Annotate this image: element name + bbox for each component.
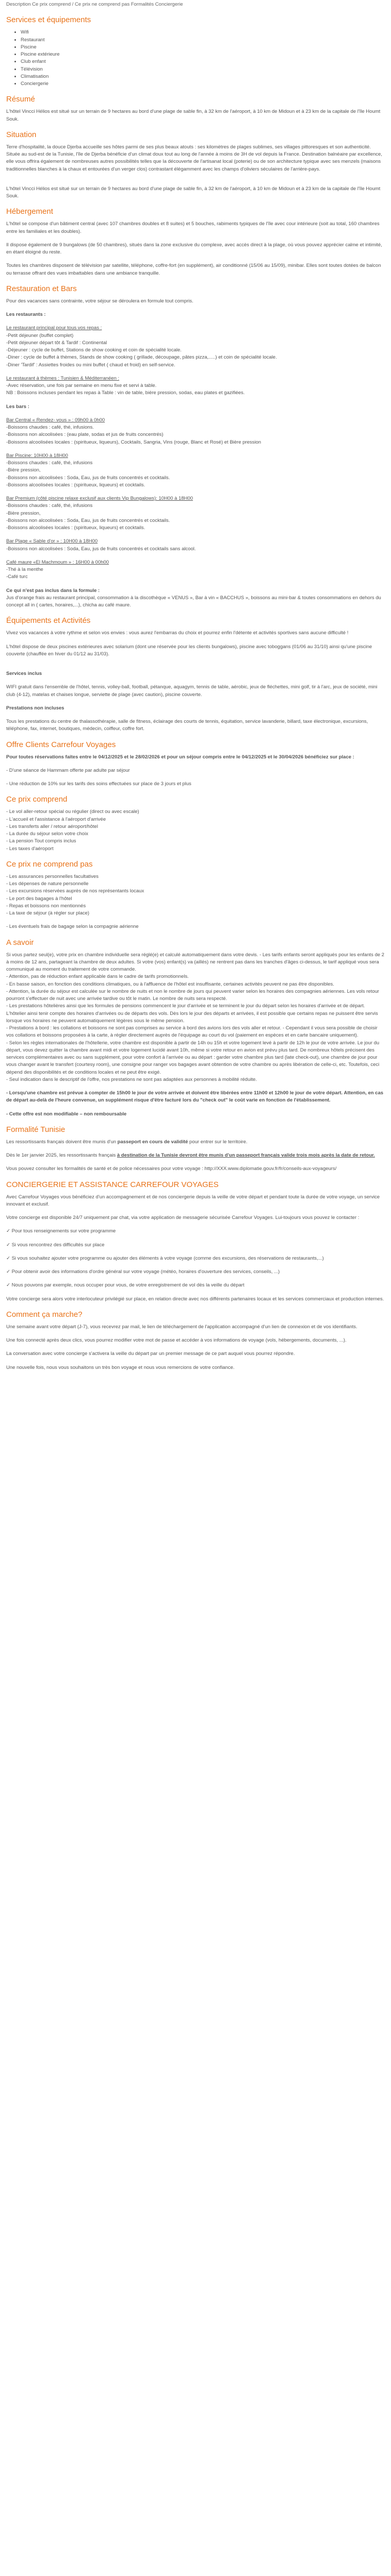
equipements-pools: L'hôtel dispose de deux piscines extérieures avec solarium (dont une réservée pour les clients bungalows), piscine avec toboggans (01/06 au 31/10) ainsi qu'une piscine couverte (chauffée en hiver du 01/12 au 31/03). [6, 643, 372, 657]
conciergerie-bullet: ✓ Si vous rencontrez des difficultés sur place [6, 1242, 105, 1248]
bar-piscine-line: -Boissons non alcoolisées : Soda, Eau, jus de fruits concentrés et cocktails. [6, 474, 170, 481]
comprend-line: - L'accueil et l'assistance à l'aéroport d'arrivée [6, 816, 106, 822]
savoir-bold: - Cette offre est non modifiable – non remboursable [6, 1111, 127, 1117]
savoir-paragraph: - Prestations à bord : les collations et boissons ne sont pas comprises au service à bord des avions lors des vols aller et retour. - Cependant il vous sera possible de choisir vos collations et boissons proposées à la carte, à régler directement auprès de l'équipage au court du vol (paiement en espèces et en carte bancaire uniquement). [6, 1025, 378, 1039]
formalite-emphasis: à destination de la Tunisie devront être munis d'un passeport français valide trois mois après la date de retour. [117, 1153, 375, 1158]
theme-restaurant-line: NB : Boissons incluses pendant les repas à Table : vin de table, bière pression, sodas, eau plates et gazifiées. [6, 390, 245, 396]
ne-comprend-line: - Les dépenses de nature personnelle [6, 881, 89, 887]
bar-piscine-block [6, 452, 385, 489]
savoir-paragraph: - En basse saison, en fonction des conditions climatiques, ou à l'affluence de l'hôtel est insuffisante, certaines activités peuvent ne pas être disponibles. [6, 981, 334, 987]
savoir-paragraph: - Selon les règles internationales de l'hôtellerie, votre chambre est disponible à partir de 14h ou 15h et votre logement levé à partir de 12h le jour de votre arrivée. Le jour du départ, vous devez quitter la chambre avant midi et votre logement lucidé avant 10h, même si votre retour en avion est prévu plus tard. De nombreux hôtels précisent des services complémentaires avec ou sans supplément, pour votre confort à l'arrivée ou au départ : garder votre chambre plus tard (late check-out), une chambre de jour pour vous changer avant le transfert (courtesy room), une consigne pour ranger vos bagages avant obtention de votre chambre ou après libération de celle-ci, etc. Toutefois, ceci dépend des disponibilités et de conditions locales et ne peut être exigé. [6, 1040, 380, 1075]
main-restaurant-block [6, 325, 385, 369]
offres-section [6, 740, 385, 788]
bar-premium-line: -Boissons chaudes : café, thé, infusions [6, 503, 93, 509]
main-restaurant-line: -Diner 'Tardif' : Assiettes froides ou mini buffet ( chaud et froid) en self-service. [6, 362, 175, 368]
theme-restaurant-line: -Avec réservation, une fois par semaine en menu fixe et servi à table. [6, 383, 157, 388]
bar-piscine-title: Bar Piscine: 10H00 à 18H00 [6, 452, 68, 459]
situation-section [6, 130, 385, 200]
savoir-bold: - Lorsqu'une chambre est prévue à compter de 15h00 le jour de votre arrivée et doivent être libérées entre 11h00 et 12h00 le jour de votre départ. Attention, en cas de départ au-delà de l'heure convenue, un supplément risque d'être facturé lors du "check out" le coût varie en fonction de l'établissement. [6, 1090, 384, 1104]
hebergement-section [6, 207, 385, 277]
main-restaurant-title: Le restaurant principal pour tous vos repas : [6, 325, 102, 331]
bars-label: Les bars : [6, 403, 29, 410]
not-included-block [6, 587, 385, 609]
offres-title: Offre Clients Carrefour Voyages [6, 740, 116, 749]
comment-section [6, 1310, 385, 1371]
formalite-emphasis: passeport en cours de validité [117, 1139, 188, 1145]
comprend-line: - La pension Tout compris inclus [6, 838, 76, 844]
bar-premium-title: Bar Premium (côté piscine relaxe exclusif aux clients Vip Bungalows): 10H00 à 18H00 [6, 496, 193, 501]
ne-comprend-title: Ce prix ne comprend pas [6, 859, 93, 869]
equipements-title: Équipements et Activités [6, 616, 91, 625]
formalite-paragraph [6, 1139, 385, 1146]
cafe-maure-block [6, 559, 385, 581]
cafe-maure-title: Café maure «El Machmoum » : 16H00 à 00h00 [6, 559, 109, 565]
formalite-text: pour entrer sur le territoire. [188, 1139, 248, 1145]
ne-comprend-line: - Repas et boissons non mentionnés [6, 903, 86, 909]
cafe-maure-line: -Café turc [6, 574, 28, 580]
main-restaurant-line: -Petit déjeuner (buffet complet) [6, 332, 74, 338]
equipements-section [6, 616, 385, 733]
comment-paragraph: Une semaine avant votre départ (J-7), vous recevrez par mail, le lien de téléchargement de l'application accompagné d'un lien de connexion et de vos identifiants. [6, 1324, 357, 1330]
services-item: • Restaurant [21, 37, 385, 44]
ne-comprend-line: - Le port des bagages à l'hôtel [6, 895, 72, 902]
prestations-text: Tous les prestations du centre de thalassothérapie, salle de fitness, éclairage des courts de tennis, équitation, service lavanderie, billard, taxe électronique, excursions, téléphone, fax, internet, boutiques, médecin, coiffeur, coffre fort. [6, 719, 368, 732]
bar-premium-line: -Boissons non alcoolisées : Soda, Eau, jus de fruits concentrés et cocktails. [6, 517, 170, 523]
services-title: Services et équipements [6, 15, 91, 25]
bar-central-line: -Boissons chaudes : café, thé, infusions. [6, 425, 94, 430]
bar-premium-line: -Boissons alcoolisées locales : (spiritueux, liqueurs) et cocktails. [6, 525, 145, 531]
hebergement-title: Hébergement [6, 207, 53, 216]
savoir-paragraph: - Attention, la durée du séjour est calculée sur le nombre de nuits et non le nombre de jours qui peuvent varier selon les horaires des compagnies aériennes. Les vols retour pourront s'effectuer de nuit avec une arrivée tardive ou tôt le matin. Le nombre de nuits sera respecté. [6, 988, 379, 1002]
services-item: • Club enfant [21, 58, 385, 65]
restauration-intro: Pour des vacances sans contrainte, votre séjour se déroulera en formule tout compris. [6, 298, 193, 304]
conciergerie-bullet: ✓ Nous pouvons par exemple, nous occuper pour vous, de votre enregistrement de vol dès la veille du départ [6, 1282, 245, 1289]
conciergerie-paragraph: Avec Carrefour Voyages vous bénéficiez d'un accompagnement et de nos conciergerie depuis la veille de votre départ et pendant toute la durée de votre voyage, un service innovant et exclusif. [6, 1194, 380, 1207]
formalite-text: Dès le 1er janvier 2025, les ressortissants français [6, 1153, 117, 1158]
conciergerie-paragraph: Votre concierge sera alors votre interlocuteur privilégié sur place, en relation directe avec nos différents partenaires locaux et les services commerciaux et production internes. [6, 1296, 384, 1302]
conciergerie-bullet: ✓ Si vous souhaitez ajouter votre programme ou ajouter des éléments à votre voyage (comme des excursions, des réservations de restaurants,...) [6, 1255, 324, 1261]
formalite-section [6, 1125, 385, 1173]
formalite-text: Les ressortissants français doivent être munis d'un [6, 1139, 118, 1145]
hebergement-paragraph: Il dispose également de 9 bungalows (de 50 chambres), situés dans la zone exclusive du complexe, avec accès direct à la plage, où vous pouvez apprécier calme et intimité, en étant éloigné du reste. [6, 242, 382, 255]
situation-paragraph: Terre d'hospitalité, la douce Djerba accueille ses hôtes parmi de ses plus beaux atouts : ses kilomètres de plages sublimes, ses villages pittoresques et son authenticité. Située au sud-est de la Tunisie, l'île de Djerba bénéficie d'un climat doux tout au long de l'année à moins de 3H de vol depuis la France. Destination balnéaire par excellence, elle vous offrira également de nombreuses autres possibilités telles que la découverte de l'artisanat local (poterie) ou de son architecture typique avec ses menzels (maisons traditionnelles blanches à la chaux et entourées d'un verger clos) contrastant élégamment avec les champs d'oliviers séculaires de l'arrière-pays. [6, 144, 382, 172]
offres-line: - D'une séance de Hammam offerte par adulte par séjour [6, 767, 130, 773]
prestations-label: Prestations non incluses [6, 705, 64, 711]
services-item: • Piscine extérieure [21, 51, 385, 58]
comprend-section [6, 795, 385, 853]
not-included-title: Ce qui n'est pas inclus dans la formule : [6, 587, 100, 594]
theme-restaurant-title: Le restaurant à thèmes : Tunisien & Méditerranéen : [6, 375, 120, 381]
savoir-paragraph: - Attention, pas de réduction enfant applicable dans le cadre de tarifs promotionnels. [6, 974, 189, 980]
restauration-title: Restauration et Bars [6, 284, 77, 293]
bar-plage-title: Bar Plage « Sable d'or » : 10H00 à 18H00 [6, 538, 98, 545]
equipements-intro: Vivez vos vacances à votre rythme et selon vos envies : vous aurez l'embarras du choix et pourrez enfin l'détente et activités sportives sans aucune difficulté ! [6, 630, 349, 636]
ne-comprend-line: - Les excursions réservées auprès de nos représentants locaux [6, 888, 144, 894]
services-item: • Conciergerie [21, 80, 385, 88]
savoir-paragraph: - Les prestations hôtelières ainsi que les formules de pensions commencent le jour d'arrivée et se terminent le jour du départ selon les horaires d'arrivée et de départ. L'hôtelier ainsi tenir compte des horaires d'arrivées ou de départs des vols. Dès lors le jour des départs et arrivées, il est possible que certains repas ne puissent être servis lorsque vos horaires ne peuvent automatiquement légères sous le même pension. [6, 1003, 378, 1024]
conciergerie-title: CONCIERGERIE ET ASSISTANCE CARREFOUR VOYAGES [6, 1180, 219, 1189]
conciergerie-section [6, 1180, 385, 1303]
resume-section [6, 95, 385, 123]
ne-comprend-section [6, 860, 385, 931]
offres-bold: Pour toutes réservations faites entre le 04/12/2025 et le 28/02/2026 et pour un séjour compris entre le 04/12/2025 et le 30/04/2026 bénéficiez sur place : [6, 754, 354, 760]
conciergerie-bullet: ✓ Pour tous renseignements sur votre programme [6, 1228, 116, 1234]
comprend-line: - Les transferts aller / retour aéroport/hôtel [6, 823, 98, 829]
offres-line: - Une réduction de 10% sur les tarifs des soins effectuées sur place de 3 jours et plus [6, 781, 191, 787]
comprend-line: - Le vol aller-retour spécial ou régulier (direct ou avec escale) [6, 809, 139, 815]
not-included-text: Jus d'orange frais au restaurant principal, consommation à la discothèque « VENUS », Bar à vin « BACCHUS », boissons au mini-bar & toutes consommations en dehors du concept all in ( cartes, horaires,...), chicha au café maure. [6, 595, 381, 608]
breadcrumb: Description Ce prix comprend / Ce prix ne comprend pas Formalités Conciergerie [6, 2, 183, 7]
main-restaurant-line: -Diner : cycle de buffet à thèmes, Stands de show cooking ( grillade, découpage, pâtes pizza,.....) et coin de spécialité locale. [6, 354, 277, 361]
restauration-section [6, 284, 385, 609]
savoir-section [6, 938, 385, 1118]
resume-text: L'hôtel Vincci Hélios est situé sur un terrain de 9 hectares au bord d'une plage de sable fin, à 32 km de l'aéroport, à 10 km de Midoun et à 23 km de la capitale de l'île Houmt Souk. [6, 109, 381, 122]
bar-piscine-line: -Boissons chaudes : café, thé, infusions [6, 460, 93, 466]
bar-plage-line: -Boissons non alcoolisées : Soda, Eau, jus de fruits concentrés et cocktails sans alcool. [6, 546, 196, 552]
services-list [6, 29, 385, 88]
situation-title: Situation [6, 130, 37, 139]
formalite-paragraph [6, 1152, 385, 1159]
bar-premium-block [6, 495, 385, 532]
services-item: • Piscine [21, 44, 385, 51]
services-inclus-label: Services inclus [6, 671, 42, 676]
bar-premium-line: -Bière pression, [6, 510, 41, 516]
comment-title: Comment ça marche? [6, 1310, 83, 1319]
cafe-maure-line: -Thé à la menthe [6, 567, 43, 572]
situation-paragraph: L'hôtel Vincci Hélios est situé sur un terrain de 9 hectares au bord d'une plage de sable fin, à 32 km de l'aéroport, à 10 km de Midoun et à 23 km de la capitale de l'île Houmt Souk. [6, 185, 381, 199]
bar-central-block [6, 417, 385, 446]
savoir-paragraph: Si vous partez seul(e), votre prix en chambre individuelle sera réglé(e) et calculé automatiquement dans votre devis. - Les tarifs enfants seront appliqués pour les enfants de 2 à moins de 12 ans, partageant la chambre de deux adultes. Si votre (vos) enfant(s) va (aillés) ne rentrent pas dans les tranches d'âges ci-dessus, le tarif appliqué vous sera communiqué au moment du traitement de votre commande. [6, 952, 384, 972]
restaurants-label: Les restaurants : [6, 312, 46, 317]
resume-title: Résumé [6, 95, 35, 104]
comprend-title: Ce prix comprend [6, 795, 68, 804]
comment-paragraph: Une fois connecté après deux clics, vous pourrez modifier votre mot de passe et accéder à vos informations de voyage (vols, hébergements, documents, ...). [6, 1337, 347, 1343]
ne-comprend-line: - La taxe de séjour (à régler sur place) [6, 910, 90, 916]
services-section [6, 15, 385, 88]
ne-comprend-extra: - Les éventuels frais de bagage selon la compagnie aérienne [6, 924, 139, 930]
services-item: • Télévision [21, 66, 385, 73]
bar-plage-block [6, 538, 385, 553]
bar-piscine-line: -Boissons alcoolisées locales : (spiritueux, liqueurs) et cocktails. [6, 482, 145, 488]
formalite-paragraph: Vous pouvez consulter les formalités de santé et de police nécessaires pour votre voyage : http://XXX.www.diplomatie.gouv.fr/fr/conseils-aux-voyageurs/ [6, 1166, 337, 1172]
bar-central-line: -Boissons non alcoolisées : (eau plate, sodas et jus de fruits concentrés) [6, 432, 164, 438]
services-inclus-text: WIFI gratuit dans l'ensemble de l'hôtel, tennis, volley-ball, football, pétanque, aquagym, tennis de table, aérobic, jeux de fléchettes, mini golf, tir à l'arc, jeux de société, mini club (4-12), matelas et chaises longue, serviette de plage (avec caution), piscine couverte. [6, 684, 378, 698]
services-item: • Climatisation [21, 73, 385, 80]
comprend-line: - Les taxes d'aéroport [6, 845, 54, 852]
conciergerie-paragraph: Votre concierge est disponible 24/7 uniquement par chat, via votre application de messagerie sécurisée Carrefour Voyages. Lui-toujours vous pouvez le contacter : [6, 1215, 360, 1221]
bar-central-title: Bar Central « Rendez- vous » : 09h00 à 0h00 [6, 417, 105, 423]
hebergement-paragraph: L'hôtel se compose d'un bâtiment central (avec 107 chambres doubles et 8 suites) et 5 bouches, rabiments typiques de l'île avec cour intérieure (soit au total, 160 chambres entre les familiales et les doubles). [6, 221, 380, 234]
main-restaurant-line: -Petit déjeuner départ tôt & Tardif : Continental [6, 340, 107, 346]
bar-central-line: -Boissons alcoolisées locales : (spiritueux, liqueurs), Cocktails, Sangria, Vins (rouge, Blanc et Rosé) et Bière pression [6, 439, 262, 445]
savoir-paragraph: - Seul indication dans le descriptif de l'offre, nos prestations ne sont pas adaptées aux personnes à mobilité réduite. [6, 1076, 257, 1082]
comment-paragraph: Une nouvelle fois, nous vous souhaitons un très bon voyage et nous vous remercions de votre confiance. [6, 1364, 235, 1370]
formalite-title: Formalité Tunisie [6, 1125, 66, 1134]
conciergerie-bullet: ✓ Pour obtenir avoir des informations d'ordre général sur votre voyage (météo, horaires d'ouverture des services, conseils, ...) [6, 1269, 280, 1275]
ne-comprend-line: - Les assurances personnelles facultatives [6, 873, 99, 879]
main-restaurant-line: -Déjeuner : cycle de buffet, Stations de show cooking et coin de spécialité locale. [6, 347, 182, 353]
hebergement-paragraph: Toutes les chambres disposent de télévision par satellite, téléphone, coffre-fort (en supplément), air conditionné (15/06 au 15/09), minibar. Elles sont toutes dotées de balcon ou terrasse offrant des vues imbattables dans une ambiance tranquille. [6, 263, 381, 276]
comprend-line: - La durée du séjour selon votre choix [6, 831, 88, 837]
comment-paragraph: La conversation avec votre concierge s'activera la veille du départ par un premier message de ce part auquel vous pourrez répondre. [6, 1351, 295, 1357]
bar-piscine-line: -Bière pression, [6, 467, 41, 473]
savoir-title: A savoir [6, 938, 34, 947]
services-item: • Wifi [21, 29, 385, 36]
theme-restaurant-block [6, 375, 385, 397]
